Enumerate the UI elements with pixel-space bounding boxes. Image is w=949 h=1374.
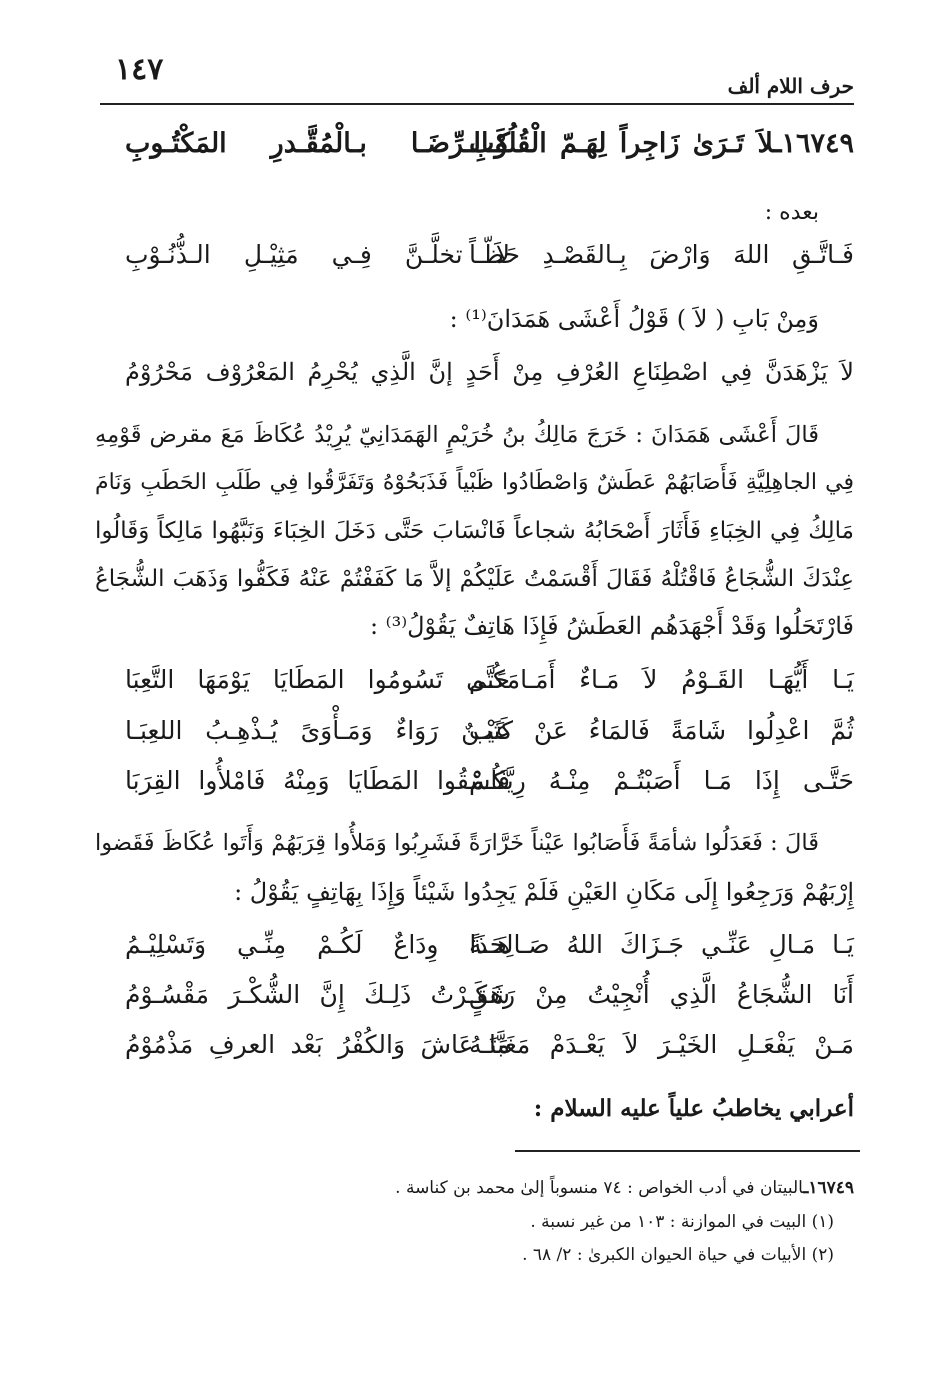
- poem-verse: [125, 1030, 854, 1082]
- prose-line: مَالِكُ فِي الخِبَاءِ فَأَثَارَ أَصْحَابُهُ شجاعاً فَانْسَابَ حَتَّى دَخَلَ الخِبَاءَ وَنَبَّهُوا مَالِكاً وَقَالُوا: [95, 518, 854, 544]
- page-number: ١٤٧: [115, 52, 164, 87]
- footnote-1: (١) البيت في الموازنة : ١٠٣ من غير نسبة .: [530, 1212, 834, 1232]
- poem-verse: [125, 716, 854, 768]
- single-verse: لاَ يَزْهَدَنَّ فِي اصْطِنَاعِ العُرْفِ مِنْ أَحَدٍ إنَّ الَّذِي يُحْرِمُ المَعْرُوْف مَحْرُوْمُ: [125, 358, 854, 386]
- entry-verse: [125, 128, 854, 180]
- verse-hemistich-2: شَكَـرْتُ ذَلِـكَ إِنَّ الشُّكْـرَ مَقْسُـوْمُ: [125, 980, 510, 1009]
- verse-hemistich-1: أَنَا الشُّجَاعُ الَّذِي أُنْجِيْتُ مِنْ رَهَقٍ: [469, 980, 854, 1009]
- verse-2: [125, 240, 854, 292]
- verse-2-hemistich-1: فَـاتَّـقِ اللهَ وَارْضَ بِـالقَصْـدِ حَظّـاً: [469, 240, 854, 269]
- footnote-rule: [515, 1150, 860, 1152]
- verse-hemistich-1: يَـا مَـالِ عَنِّـي جَـزَاكَ اللهُ صَـالِحَـةً: [469, 930, 854, 959]
- prose-line: قَالَ أَعْشَى هَمَدَانَ : خَرَجَ مَالِكُ بنُ خُرَيْمٍ الهَمَدَانِيّ يُرِيْدُ عُكَاظَ مَعَ مقرض قَوْمِهِ: [95, 422, 819, 448]
- running-title: حرف اللام ألف: [727, 74, 854, 98]
- verse-hemistich-1: يَـا أَيُّهَـا القَـوْمُ لاَ مَـاءٌ أَمَـامَكُـم: [469, 665, 854, 694]
- verse-hemistich-2: كَـالـرِّضَـا بـالْمُقَّـدرِ المَكْتُـوبِ: [125, 128, 510, 159]
- footnote-entry: [395, 1178, 854, 1198]
- header-rule: [100, 103, 854, 105]
- prose-line: إِرْبَهُمْ وَرَجِعُوا إِلَى مَكَانِ العَيْنِ فَلَمْ يَجِدُوا شَيْئاً وَإِذَا بِهَاتِفٍ يَقُوْلُ :: [234, 878, 854, 906]
- bab-line: وَمِنْ بَابِ ( لاَ ) قَوْلُ أَعْشَى هَمَدَانَ⁽¹⁾ :: [449, 305, 819, 333]
- poem-verse: [125, 980, 854, 1032]
- next-entry-heading: أعرابي يخاطبُ علياً عليه السلام :: [533, 1095, 854, 1122]
- verse-hemistich-2: حَتَّى تَسُومُوا المَطَايَا يَوْمَهَا التَّعِبَا: [125, 665, 510, 694]
- verse-hemistich-2: فَاسْقُوا المَطَايَا وَمِنْهُ فَامْلأُوا القِرَبَا: [125, 766, 510, 795]
- footnote-entry-ref: ١٦٧٤٩ـ: [803, 1178, 854, 1198]
- footnote-entry-text: البيتان في أدب الخواص : ٧٤ منسوباً إلىٰ محمد بن كناسة .: [395, 1178, 804, 1198]
- poem-verse: [125, 665, 854, 717]
- verse-hemistich-2: مَا عَاشَ وَالكُفْرُ بَعْد العرفِ مَذْمُوْمُ: [125, 1030, 510, 1059]
- prose-line: فَارْتَحَلُوا وَقَدْ أَجْهَدَهُم العَطَشُ فَإِذَا هَاتِفٌ يَقُوْلُ⁽³⁾ :: [369, 612, 854, 640]
- verse-hemistich-1: [469, 128, 854, 159]
- entry-hemistich-1-text: لاَ تَـرَىٰ زَاجِراً لِهَـمّ الْقُلُوْبِ: [469, 128, 774, 159]
- verse-hemistich-1: ثُمَّ اعْدِلُوا شَامَةً فَالمَاءُ عَنْ كَثَب: [469, 716, 854, 745]
- verse-2-hemistich-2: لاَ تخلَّـنَّ فِـي مَثِيْـلِ الـذُّنُـوْبِ: [125, 240, 510, 269]
- page-header: [100, 52, 854, 100]
- prose-line: فِي الجاهِلِيَّةِ فَأَصَابَهُمْ عَطَشٌ وَاصْطَادُوا ظَبْياً فَذَبَحُوْهُ وَتَفَرَّقُوا فِي طَلَبِ الحَطَبِ وَنَامَ: [95, 470, 854, 495]
- verse-hemistich-1: حَتَّـى إِذَا مَـا أَصَبْتُـمْ مِنْـهُ رِيَّكُـمْ: [469, 766, 854, 795]
- prose-line: عِنْدَكَ الشُّجَاعُ فَاقْتُلْهُ فَقَالَ أَقْسَمْتُ عَلَيْكُمْ إلاَّ مَا كَفَفْتُمْ عَنْهُ فَكَفُّوا وَذَهَبَ الشُّجَاعُ: [95, 566, 854, 592]
- prose-line: قَالَ : فَعَدَلُوا شأمَةً فَأَصَابُوا عَيْناً خَرَّارَةً فَشَرِبُوا وَمَلأُوا قِرَبَهُمْ وَأَتَوا عُكَاظَ فَقَضوا: [95, 830, 819, 856]
- footnote-2: (٢) الأبيات في حياة الحيوان الكبرىٰ : ٢/ ٦٨ .: [522, 1245, 834, 1265]
- verse-hemistich-1: مَـنْ يَفْعَـلِ الخَيْـرَ لاَ يَعْـدَمْ مَغَبَّتَـهُ: [469, 1030, 854, 1059]
- poem-verse: [125, 766, 854, 818]
- verse-hemistich-2: هَـذَا وِدَاعٌ لَكُـمْ مِنِّـي وَتَسْلِيْـمُ: [125, 930, 510, 959]
- after-label: بعده :: [764, 200, 819, 225]
- poem-verse: [125, 930, 854, 982]
- verse-hemistich-2: عَيْـنٌ رَوَاءٌ وَمَـأْوَىً يُـذْهِـبُ اللعِبَـا: [125, 716, 510, 745]
- entry-number: ١٦٧٤٩ـ: [773, 128, 854, 159]
